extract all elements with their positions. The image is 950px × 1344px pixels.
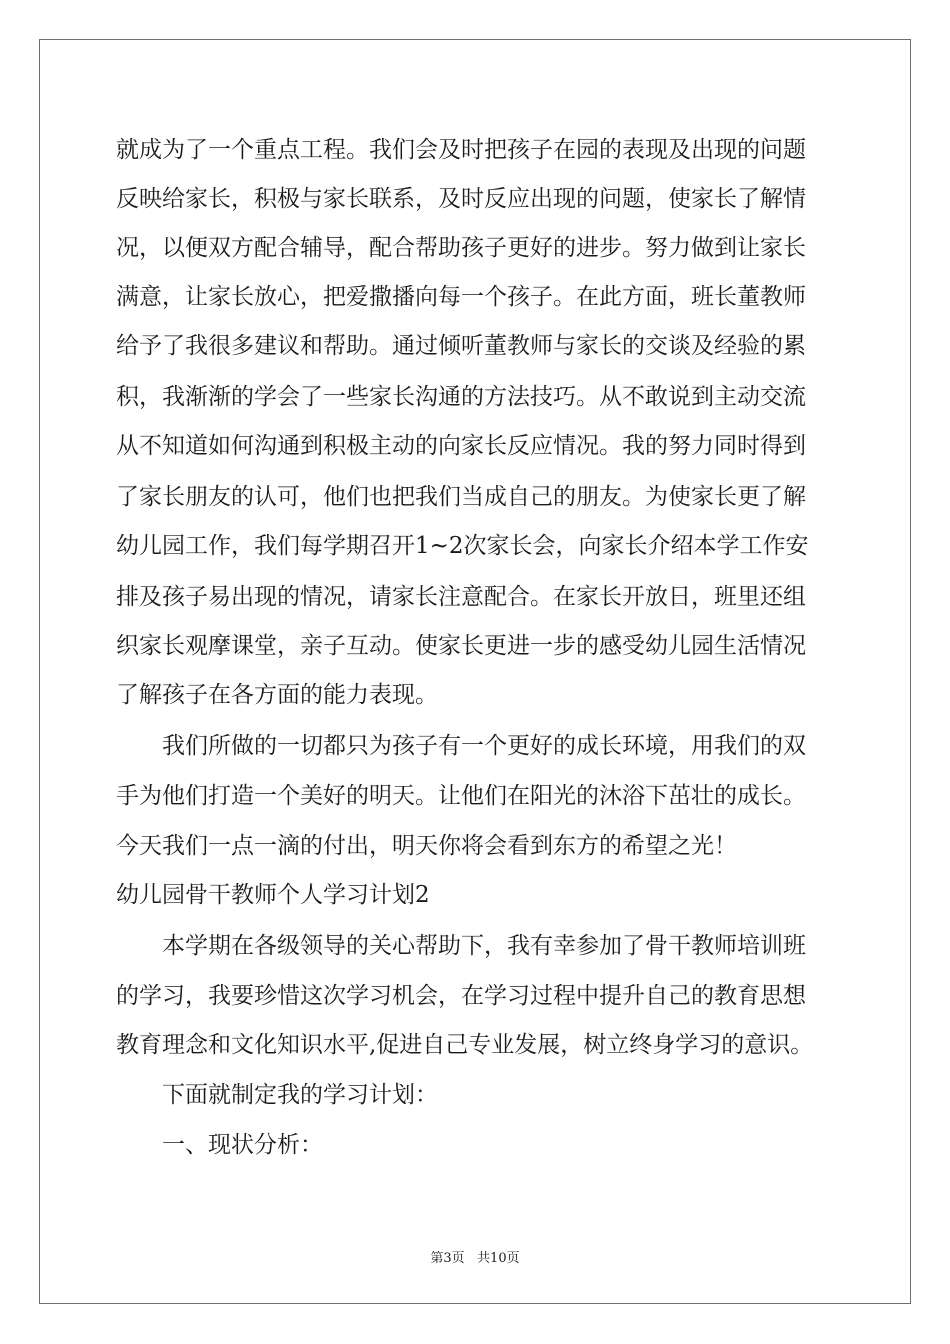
text-line: 反映给家长，积极与家长联系，及时反应出现的问题，使家长了解情 xyxy=(116,186,806,212)
text-line: 手为他们打造一个美好的明天。让他们在阳光的沐浴下茁壮的成长。 xyxy=(116,783,806,809)
subheading: 一、现状分析： xyxy=(162,1132,323,1158)
text-line: 满意，让家长放心，把爱撒播向每一个孩子。在此方面，班长董教师 xyxy=(116,284,806,310)
text-line: 教育理念和文化知识水平,促进自己专业发展，树立终身学习的意识。 xyxy=(116,1032,814,1058)
text-line: 了解孩子在各方面的能力表现。 xyxy=(116,682,438,708)
text-line: 今天我们一点一滴的付出，明天你将会看到东方的希望之光！ xyxy=(116,833,737,859)
page-number: 第3页 共10页 xyxy=(430,1251,520,1266)
paragraph-first-line: 本学期在各级领导的关心帮助下，我有幸参加了骨干教师培训班 xyxy=(162,933,806,959)
text-line: 了家长朋友的认可，他们也把我们当成自己的朋友。为使家长更了解 xyxy=(116,484,806,510)
paragraph-first-line: 下面就制定我的学习计划： xyxy=(162,1082,438,1108)
paragraph-first-line: 我们所做的一切都只为孩子有一个更好的成长环境，用我们的双 xyxy=(162,733,806,759)
text-line: 就成为了一个重点工程。我们会及时把孩子在园的表现及出现的问题 xyxy=(116,137,806,163)
text-line: 况，以便双方配合辅导，配合帮助孩子更好的进步。努力做到让家长 xyxy=(116,235,806,261)
text-line: 给予了我很多建议和帮助。通过倾听董教师与家长的交谈及经验的累 xyxy=(116,333,806,359)
section-heading: 幼儿园骨干教师个人学习计划2 xyxy=(116,882,430,908)
text-line: 排及孩子易出现的情况，请家长注意配合。在家长开放日，班里还组 xyxy=(116,584,806,610)
text-line: 从不知道如何沟通到积极主动的向家长反应情况。我的努力同时得到 xyxy=(116,433,806,459)
page-border xyxy=(39,39,911,1304)
text-line: 积，我渐渐的学会了一些家长沟通的方法技巧。从不敢说到主动交流 xyxy=(116,384,806,410)
text-line: 织家长观摩课堂，亲子互动。使家长更进一步的感受幼儿园生活情况 xyxy=(116,633,806,659)
text-line: 幼儿园工作，我们每学期召开1~2次家长会，向家长介绍本学工作安 xyxy=(116,533,809,559)
text-line: 的学习，我要珍惜这次学习机会，在学习过程中提升自己的教育思想 xyxy=(116,983,806,1009)
